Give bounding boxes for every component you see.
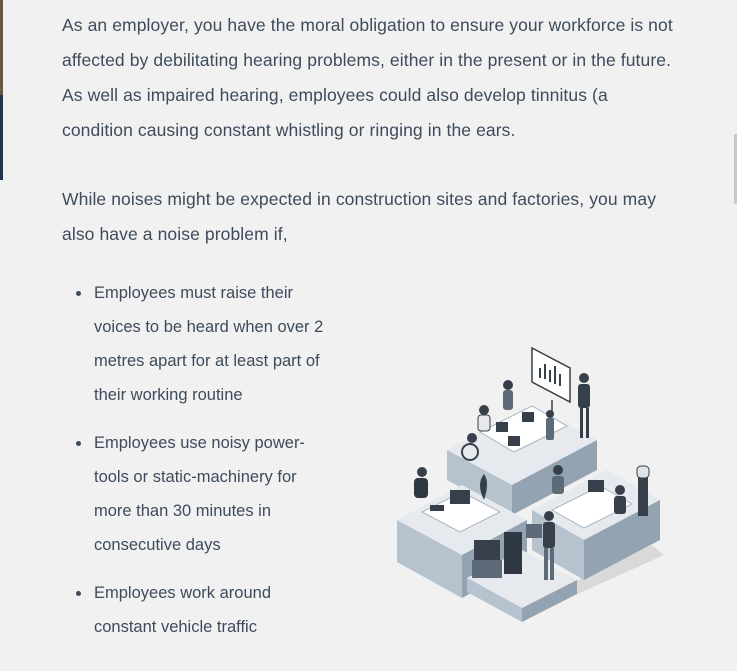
bullet-dot (76, 441, 81, 446)
list-item (62, 576, 332, 644)
bullet-dot (76, 591, 81, 596)
paragraph-intro: As an employer, you have the moral obligation to ensure your workforce is not affected by debilitating hearing problems, either in the present or in the future. As well as impaired hearing, employees could also develop tinnitus (a condition causing constant whistling or ringing in the ears. (62, 15, 673, 140)
bullet-list (62, 276, 332, 658)
list-item (62, 276, 332, 412)
list-item-text: Employees work around constant vehicle traffic (94, 584, 272, 636)
list-item-text: Employees must raise their voices to be heard when over 2 metres apart for at least part of their working routine (94, 284, 324, 404)
left-edge-strip (0, 0, 3, 180)
bullet-dot (76, 291, 81, 296)
paragraph-noise: While noises might be expected in construction sites and factories, you may also have a noise problem if, (62, 189, 657, 244)
article-body (62, 8, 682, 286)
list-item (62, 426, 332, 562)
office-illustration (392, 340, 664, 625)
list-item-text: Employees use noisy power-tools or static-machinery for more than 30 minutes in consecutive days (94, 434, 305, 554)
